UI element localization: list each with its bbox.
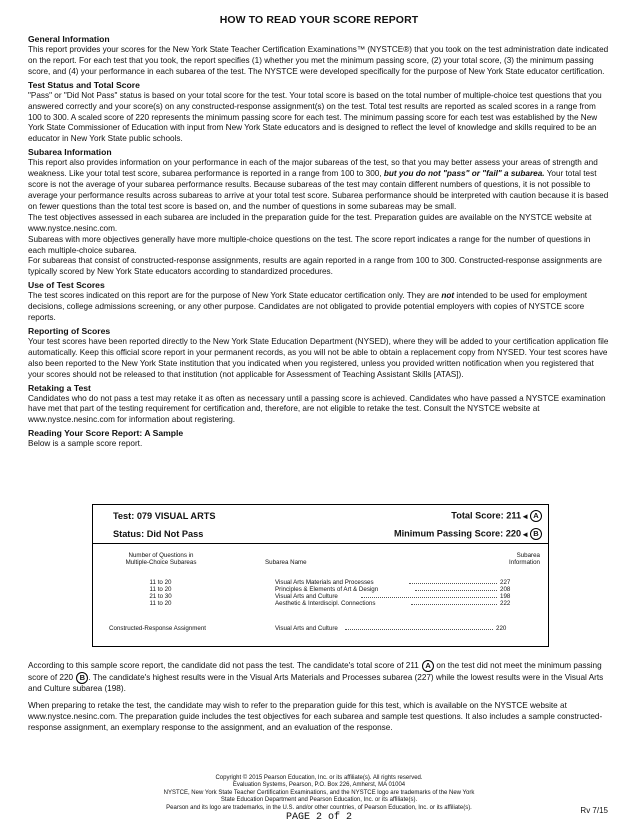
page-title: HOW TO READ YOUR SCORE REPORT <box>219 14 419 26</box>
copyright-footer <box>100 775 538 812</box>
arrow-left-icon: ◄ <box>521 511 529 521</box>
arrow-left-icon: ◄ <box>521 529 529 539</box>
reporting-heading: Reporting of Scores <box>28 325 111 336</box>
subarea-section <box>28 147 610 278</box>
retaking-heading: Retaking a Test <box>28 382 91 393</box>
footer-line: Copyright © 2015 Pearson Education, Inc. or its affiliate(s). All rights reserved. <box>215 775 423 781</box>
reading-section <box>28 428 610 450</box>
row-range: 11 to 20 <box>149 600 172 607</box>
document-page <box>28 14 610 452</box>
sample-score-report <box>92 504 549 647</box>
reading-heading: Reading Your Score Report: A Sample <box>28 428 184 439</box>
row-subarea-name: Visual Arts Materials and Processes <box>275 579 374 586</box>
use-heading: Use of Test Scores <box>28 280 105 291</box>
footer-line: State Education Department and Pearson Education, Inc. or its affiliate(s). <box>220 797 418 804</box>
reading-body: Below is a sample score report. <box>28 439 143 449</box>
retaking-body: Candidates who do not pass a test may retake it as often as necessary until a passing score is achieved. Candidates who have passed a NYSTCE examination have met that part of the testing requirement for certification and, therefore, are not eligible to retake the test. Consult the NYSTCE website at www.nystce.nesinc.com for information about registering. <box>28 393 606 425</box>
subarea-emphasis: but you do not "pass" or "fail" a subarea. <box>383 169 545 179</box>
subarea-body-c: The test objectives assessed in each subarea are included in the preparation guide for the test. Preparation guides are available on the NYSTCE website at www.nystce.nesinc.com. <box>28 212 592 233</box>
status-heading: Test Status and Total Score <box>28 79 140 90</box>
total-score-label: Total Score: 211 <box>451 510 522 521</box>
reporting-section <box>28 326 610 381</box>
footer-line: NYSTCE, New York State Teacher Certification Examinations, and the NYSTCE logo are trademarks of the New York <box>163 789 475 796</box>
sample-total-score <box>451 510 542 522</box>
footer-line: Pearson and its logo are trademarks, in the U.S. and/or other countries, of Pearson Education, Inc. or its affiliate(s). <box>166 804 472 811</box>
general-heading: General Information <box>28 34 110 44</box>
use-emphasis: not <box>441 291 455 301</box>
general-section <box>28 34 610 78</box>
use-body <box>28 291 610 324</box>
cr-score: 220 <box>496 625 507 632</box>
sample-divider <box>93 543 548 544</box>
explanation-text-b: on the test did not meet the minimum passing score of 220 <box>28 661 602 683</box>
row-range: 11 to 20 <box>149 579 172 586</box>
explanation-paragraph-2: When preparing to retake the test, the candidate may wish to refer to the preparation guide for this test, which is available on the NYSTCE website at www.nystce.nesinc.com. The preparation guide includes the test objectives for each subarea and sample test questions. It also includes a sample constructed-response assignment, an exemplary response to the assignment, and an evaluation of the response. <box>28 701 603 732</box>
row-score: 208 <box>500 586 511 593</box>
subarea-body-1 <box>28 158 610 213</box>
marker-b-icon: B <box>76 672 88 684</box>
row-range: 11 to 20 <box>149 586 172 593</box>
row-subarea-name: Visual Arts and Culture <box>275 593 338 600</box>
subarea-body-b: Your total test score is not the average of your subarea performance results. Because subareas of the test may contain different numbers of questions, it is not possible to average your performance results across subareas to arrive at your total test score. Subarea performance should be interpreted with caution because it is based on fewer questions than the total test score is based on, and the number of questions in some subareas may be small. <box>28 169 609 211</box>
subarea-body-e: For subareas that consist of constructed-response assignments, results are again reported in a range from 100 to 300. Constructed-response assignments are typically scored by New York State educators according to standardized procedures. <box>28 256 602 277</box>
explanation-text-a: According to this sample score report, the candidate did not pass the test. The candidate's total score of 211 <box>28 661 419 671</box>
row-score: 198 <box>500 593 511 600</box>
explanation-paragraph-1 <box>28 660 610 695</box>
subarea-body-a: This report also provides information on your performance in each of the major subareas of the test, so that you may better assess your areas of strength and weakness. Like your total test score, subarea performance is reported in a range from 100 to 300, <box>28 158 598 179</box>
use-body-b: intended to be used for employment decisions, college admissions screening, or any other purpose. Candidates are not obligated to provide potential employers with copies of NYSTCE score reports. <box>28 291 588 323</box>
status-section <box>28 80 610 146</box>
sample-status-label: Status: Did Not Pass <box>113 529 204 539</box>
cr-label: Constructed-Response Assignment <box>109 625 206 632</box>
reporting-body: Your test scores have been reported directly to the New York State Education Department (NYSED), where they will be added to your certification application file automatically. Keep this official score report in your permanent records, as you will not be able to obtain a replacement copy from NYSED. Your test scores have also been reported to the New York State institution that you indicated when you registered, unless you provided written notification when you registered that your scores should not be released to that institution (not applicable for Assessment of Teaching Assistant Skills [ATAS]). <box>28 336 609 379</box>
cr-leader <box>345 625 493 632</box>
subarea-heading: Subarea Information <box>28 147 112 158</box>
use-body-a: The test scores indicated on this report are for the purpose of New York State educator certification only. They are <box>28 291 440 301</box>
col-name-header: Subarea Name <box>265 559 307 566</box>
marker-a-icon: A <box>422 660 434 672</box>
status-body: "Pass" or "Did Not Pass" status is based on your total score for the test. Your total score is based on the total number of multiple-choice test questions that you answered correctly and your score(s) on any constructed-response assignment(s) on the test. Total test results are reported as scaled scores in a range from 100 to 300. A scaled score of 220 represents the minimum passing score for each test. The minimum passing score for each test was established by the New York State Commissioner of Education with input from New York State educators and is designed to reflect the level of knowledge and skills required to be an educator in New York State public schools. <box>28 90 602 144</box>
cr-subarea-name: Visual Arts and Culture <box>275 625 338 632</box>
col-questions-header: Number of Questions in Multiple-Choice Subareas <box>125 552 197 567</box>
footer-line: Evaluation Systems, Pearson, P.O. Box 226, Amherst, MA 01004 <box>232 782 406 789</box>
min-score-label: Minimum Passing Score: 220 <box>393 528 522 539</box>
col-info-header: Subarea Information <box>509 552 540 567</box>
sample-min-score <box>394 528 542 540</box>
row-score: 222 <box>500 600 511 607</box>
row-range: 21 to 30 <box>149 593 172 600</box>
sample-test-label: Test: 079 VISUAL ARTS <box>113 511 216 521</box>
subarea-body-d: Subareas with more objectives generally have more multiple-choice questions on the test. The score report indicates a range for the number of questions in each multiple-choice subarea. <box>28 234 591 255</box>
general-body: This report provides your scores for the New York State Teacher Certification Examinations™ (NYSTCE®) that you took on the test administration date indicated on the report. For each test that you took, the report specifies (1) whether you met the minimum passing score, (2) your total score, (3) the minimum passing score, and (4) your performance in each subarea of the test. The NYSTCE were developed specifically for the purpose of New York State educator certification. <box>28 45 609 76</box>
explanation-text-c: . The candidate's highest results were in the Visual Arts Materials and Processes subarea (227) while the lowest results were in the Visual Arts and Culture subarea (198). <box>28 673 604 694</box>
row-subarea-name: Aesthetic & Interdiscipl. Connections <box>275 600 376 607</box>
marker-b-icon: B <box>530 528 542 540</box>
revision-label: Rv 7/15 <box>580 806 608 815</box>
page-number: PAGE 2 of 2 <box>285 812 352 823</box>
row-score: 227 <box>500 579 511 586</box>
row-subarea-name: Principles & Elements of Art & Design <box>275 586 379 593</box>
marker-a-icon: A <box>530 510 542 522</box>
row-leader <box>411 600 497 607</box>
use-section <box>28 280 610 324</box>
retaking-section <box>28 383 610 427</box>
explanation-text <box>28 660 610 740</box>
